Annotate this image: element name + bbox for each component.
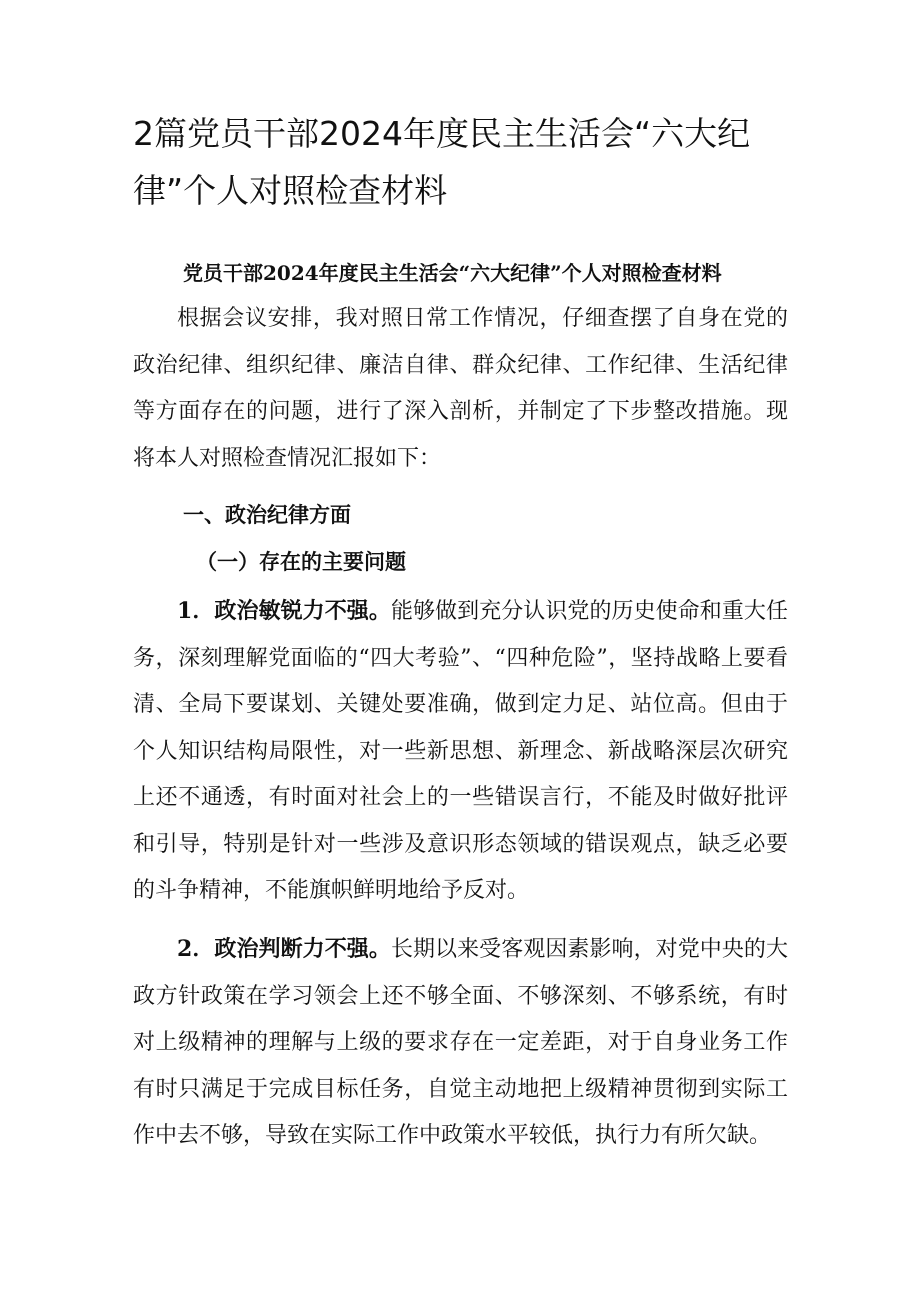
subsection-heading-main-problems: （一）存在的主要问题 [196,549,406,574]
problem-item-1-text: 能够做到充分认识党的历史使命和重大任务，深刻理解党面临的“四大考验”、“四种危险”，坚持战略上要看清、全局下要谋划、关键处要准确，做到定力足、站位高。但由于个人知识结构局限性，对一些新思想、新理念、新战略深层次研究上还不通透，有时面对社会上的一些错误言行，不能及时做好批评和引导，特别是针对一些涉及意识形态领域的错误观点，缺乏必要的斗争精神，不能旗帜鲜明地给予反对。 [133,599,788,903]
problem-item-2 [133,926,788,1160]
problem-item-1 [133,588,788,915]
problem-item-2-lead: 2．政治判断力不强。 [177,936,391,962]
problem-item-1-lead: 1．政治敏锐力不强。 [177,598,391,624]
article-subtitle: 党员干部2024年度民主生活会“六大纪律”个人对照检查材料 [183,261,722,285]
document-title: 2篇党员干部2024年度民主生活会“六大纪律”个人对照检查材料 [133,114,751,210]
problem-item-2-text: 长期以来受客观因素影响，对党中央的大政方针政策在学习领会上还不够全面、不够深刻、不够系统，有时对上级精神的理解与上级的要求存在一定差距，对于自身业务工作有时只满足于完成目标任务，自觉主动地把上级精神贯彻到实际工作中去不够，导致在实际工作中政策水平较低，执行力有所欠缺。 [133,937,788,1148]
intro-paragraph: 根据会议安排，我对照日常工作情况，仔细查摆了自身在党的政治纪律、组织纪律、廉洁自律、群众纪律、工作纪律、生活纪律等方面存在的问题，进行了深入剖析，并制定了下步整改措施。现将本人对照检查情况汇报如下： [133,306,788,471]
section-heading-political-discipline: 一、政治纪律方面 [183,502,351,527]
